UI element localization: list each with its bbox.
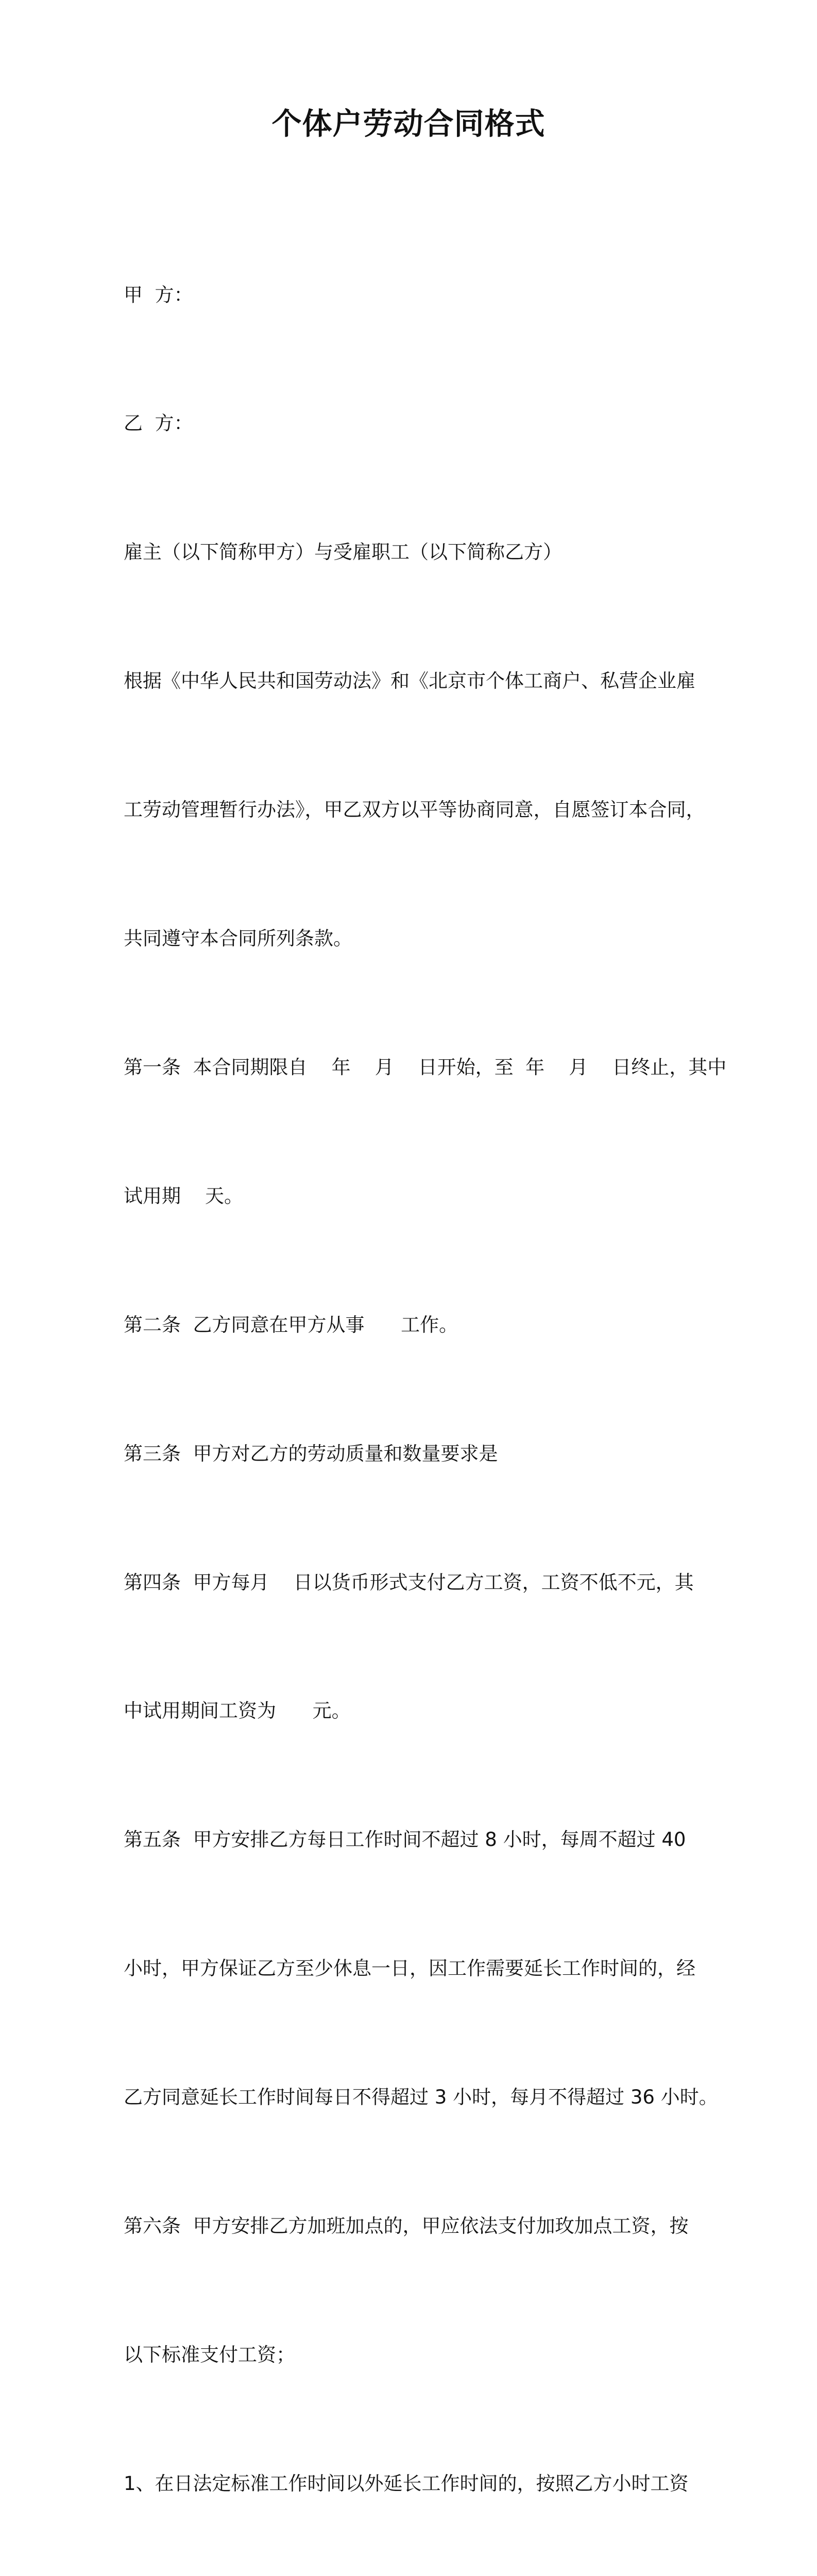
document-body [124, 188, 727, 2576]
basis-line-2: 工劳动管理暂行办法》，甲乙双方以平等协商同意，自愿签订本合同， [124, 799, 705, 821]
basis-line-1: 根据《中华人民共和国劳动法》和《北京市个体工商户、私营企业雇 [124, 670, 695, 692]
article-5-line-1: 第五条 甲方安排乙方每日工作时间不超过 8 小时，每周不超过 40 [124, 1828, 686, 1851]
basis-line-3: 共同遵守本合同所列条款。 [124, 927, 352, 950]
article-6-line-2: 以下标准支付工资； [124, 2343, 295, 2366]
party-a-line: 甲 方： [124, 283, 193, 306]
article-4-line-2: 中试用期间工资为 元。 [124, 1700, 351, 1722]
intro-line: 雇主（以下简称甲方）与受雇职工（以下简称乙方） [124, 541, 562, 564]
article-1-line-1: 第一条 本合同期限自 年 月 日开始，至 年 月 日终止，其中 [124, 1056, 727, 1078]
document-title: 个体户劳动合同格式 [271, 106, 546, 141]
article-4-line-1: 第四条 甲方每月 日以货币形式支付乙方工资，工资不低不元，其 [124, 1571, 694, 1594]
article-5-line-2: 小时，甲方保证乙方至少休息一日，因工作需要延长工作时间的，经 [124, 1957, 695, 1980]
article-2-line: 第二条 乙方同意在甲方从事 工作。 [124, 1313, 458, 1336]
article-3-line: 第三条 甲方对乙方的劳动质量和数量要求是 [124, 1442, 498, 1465]
item-1-line-1: 1、在日法定标准工作时间以外延长工作时间的，按照乙方小时工资 [124, 2472, 689, 2495]
article-1-line-2: 试用期 天。 [124, 1184, 244, 1207]
article-5-line-3: 乙方同意延长工作时间每日不得超过 3 小时，每月不得超过 36 小时。 [124, 2086, 718, 2109]
party-b-line: 乙 方： [124, 412, 193, 435]
article-6-line-1: 第六条 甲方安排乙方加班加点的，甲应依法支付加玫加点工资，按 [124, 2214, 689, 2237]
